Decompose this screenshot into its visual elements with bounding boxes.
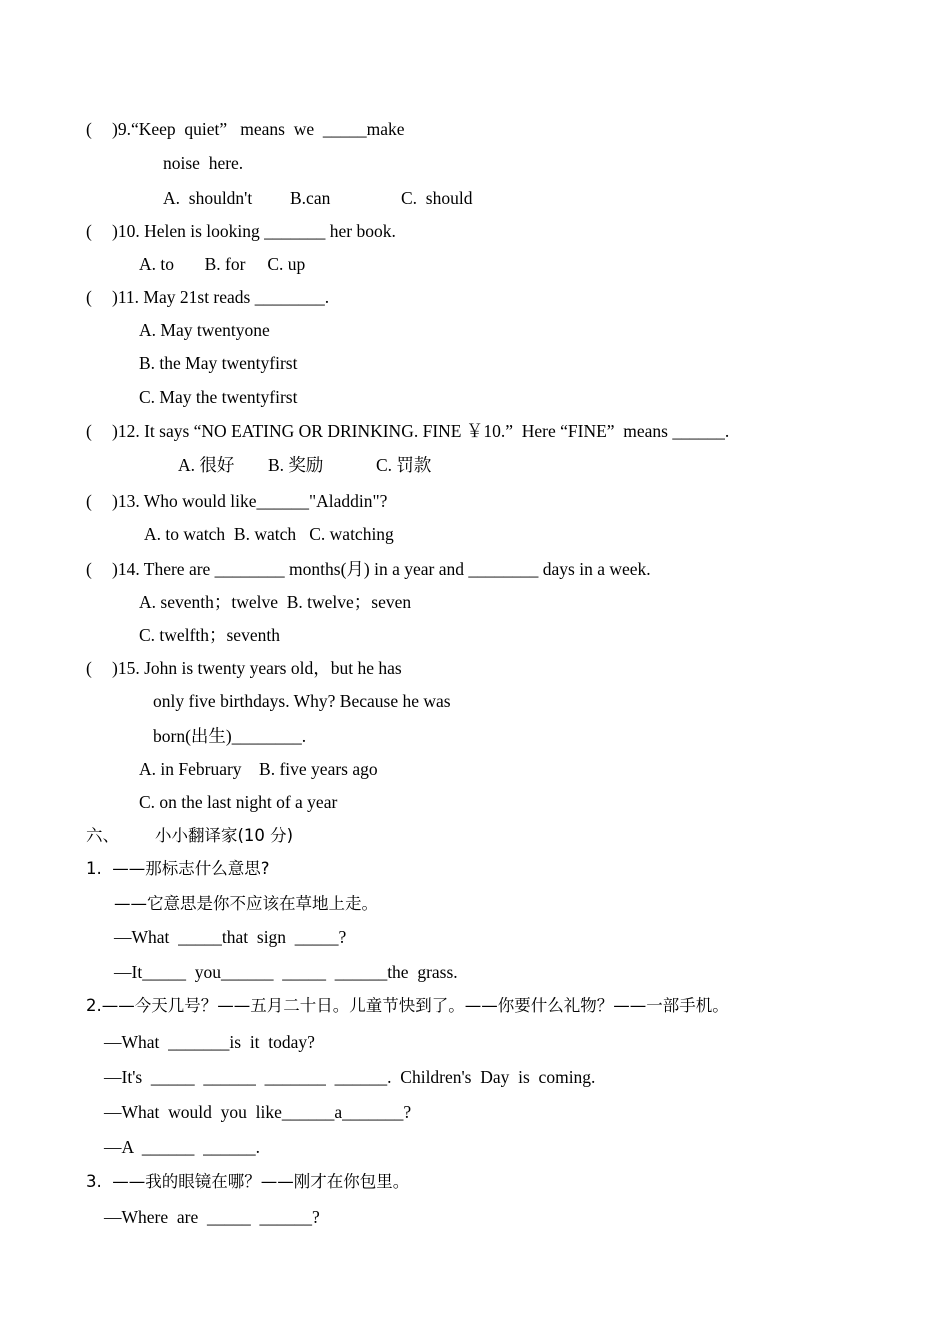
q11-option-a: A. May twentyone (139, 320, 270, 340)
q9-paren: ( (86, 119, 92, 139)
q15-stem-cont2: born(出生)________. (153, 726, 307, 746)
q11-stem: )11. May 21st reads ________. (112, 287, 330, 307)
q10-stem: )10. Helen is looking _______ her book. (112, 221, 396, 241)
q15-option-c: C. on the last night of a year (139, 792, 338, 812)
q9-stem: )9.“Keep quiet” means we _____make (112, 119, 405, 139)
q14-paren: ( (86, 559, 92, 579)
q12-option-b: B. 奖励 (268, 455, 324, 475)
q9-option-a: A. shouldn't (163, 188, 253, 208)
q12-stem: )12. It says “NO EATING OR DRINKING. FINE ￥10.” Here “FINE” means ______. (112, 421, 730, 441)
q10-options: A. to B. for C. up (139, 254, 306, 274)
q13-paren: ( (86, 491, 92, 511)
q14-option-c: C. twelfth；seventh (139, 625, 280, 645)
t1-chinese-answer: ——它意思是你不应该在草地上走。 (114, 894, 378, 913)
q11-paren: ( (86, 287, 92, 307)
q15-options-ab: A. in February B. five years ago (139, 759, 378, 779)
q12-option-a: A. 很好 (178, 455, 235, 475)
section-title: 小小翻译家(10 分) (155, 826, 294, 845)
t1-english-question: —What _____that sign _____? (114, 927, 347, 947)
t2-english-line-1: —What _______is it today? (104, 1032, 315, 1052)
q14-stem: )14. There are ________ months(月) in a year and ________ days in a week. (112, 559, 651, 579)
t3-chinese-dialogue: 3. ——我的眼镜在哪？——刚才在你包里。 (86, 1172, 410, 1191)
t2-english-line-3: —What would you like______a_______? (104, 1102, 412, 1122)
section-number: 六、 (86, 826, 119, 845)
q10-paren: ( (86, 221, 92, 241)
q15-stem: )15. John is twenty years old，but he has (112, 658, 402, 678)
q9-option-c: C. should (401, 188, 473, 208)
q12-paren: ( (86, 421, 92, 441)
q12-option-c: C. 罚款 (376, 455, 432, 475)
q11-option-c: C. May the twentyfirst (139, 387, 298, 407)
q13-options: A. to watch B. watch C. watching (144, 524, 394, 544)
q13-stem: )13. Who would like______"Aladdin"? (112, 491, 388, 511)
t2-english-line-4: —A ______ ______. (104, 1137, 261, 1157)
q11-option-b: B. the May twentyfirst (139, 353, 298, 373)
t2-english-line-2: —It's _____ ______ _______ ______. Children's Day is coming. (104, 1067, 596, 1087)
t1-english-answer: —It_____ you______ _____ ______the grass. (114, 962, 458, 982)
q15-paren: ( (86, 658, 92, 678)
t3-english-line-1: —Where are _____ ______? (104, 1207, 320, 1227)
q9-option-b: B.can (290, 188, 331, 208)
q15-stem-cont: only five birthdays. Why? Because he was (153, 691, 451, 711)
t2-chinese-dialogue: 2.——今天几号？——五月二十日。儿童节快到了。——你要什么礼物？——一部手机。 (86, 996, 729, 1015)
t1-chinese-question: 1. ——那标志什么意思? (86, 859, 270, 878)
q9-stem-cont: noise here. (163, 153, 244, 173)
q14-options-ab: A. seventh；twelve B. twelve；seven (139, 592, 412, 612)
